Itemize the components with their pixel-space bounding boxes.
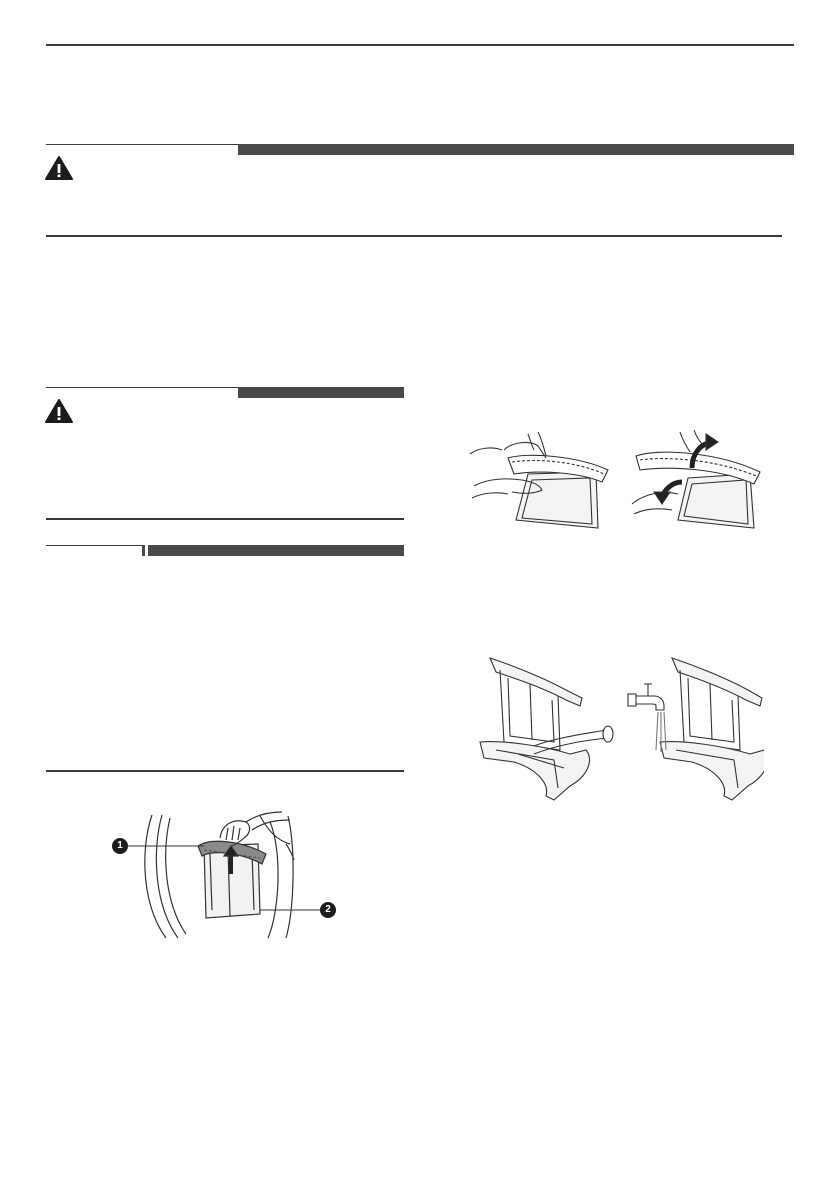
filter-removal-illustration [100, 810, 340, 942]
warning-banner-left [46, 387, 404, 398]
filter-open-illustration [468, 428, 768, 540]
warning-triangle-icon [44, 398, 74, 424]
warning-left-end-rule [46, 518, 404, 520]
warning-top-end-rule [46, 235, 782, 237]
warning-triangle-icon [44, 155, 74, 181]
callout-1: 1 [112, 838, 128, 854]
notice-left-end-rule [46, 770, 404, 772]
warning-banner-top [46, 144, 794, 155]
callout-2: 2 [320, 902, 336, 918]
filter-rinse-illustration [474, 650, 764, 802]
notice-banner-left [46, 545, 404, 556]
header-rule [46, 44, 794, 46]
